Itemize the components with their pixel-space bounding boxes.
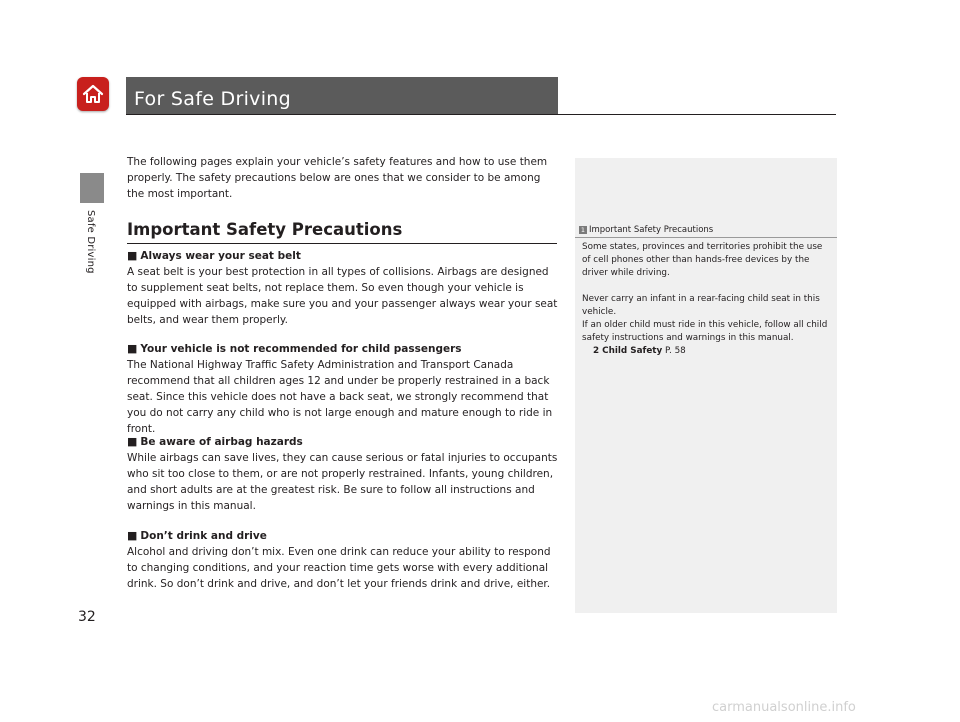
precaution-item-child-passengers (127, 341, 559, 437)
item-body: While airbags can save lives, they can cause serious or fatal injuries to occupants who sit too close to them, or are not properly restrained. Infants, young children, and short adults are at the greatest risk. Be sure to follow all instructions and warnings in this manual. (127, 452, 558, 512)
page-title-bar (126, 77, 558, 114)
item-heading: Always wear your seat belt (140, 250, 301, 262)
chapter-label: Safe Driving (85, 210, 96, 274)
watermark: carmanualsonline.info (712, 700, 856, 715)
sidebar-heading-text: Important Safety Precautions (589, 225, 714, 235)
precaution-item-seat-belt (127, 248, 559, 328)
square-bullet-icon: ■ (127, 529, 138, 542)
sidebar-body (582, 241, 832, 358)
precaution-item-airbag-hazards (127, 434, 559, 514)
cross-reference-label: Child Safety (602, 346, 663, 356)
section-divider (127, 243, 557, 244)
chapter-tab[interactable] (80, 173, 104, 203)
item-heading: Your vehicle is not recommended for child passengers (140, 343, 462, 355)
cross-reference-link[interactable] (582, 345, 832, 358)
home-button[interactable] (77, 77, 109, 111)
section-heading: Important Safety Precautions (127, 220, 403, 239)
note-marker-icon: 1 (580, 226, 586, 234)
item-body: The National Highway Traffic Safety Administration and Transport Canada recommend that all children ages 12 and under be properly restrained in a back seat. Since this vehicle does not have a back seat, we strongly recommend that you do not carry any child who is not large enough and mature enough to ride in front. (127, 359, 553, 435)
square-bullet-icon: ■ (127, 435, 138, 448)
precaution-item-drink-drive (127, 528, 559, 592)
intro-paragraph: The following pages explain your vehicle’s safety features and how to use them properly. The safety precautions below are ones that we consider to be among the most important. (127, 156, 548, 200)
sidebar-heading (579, 225, 713, 235)
cross-reference-page: P. 58 (665, 346, 686, 356)
item-heading: Don’t drink and drive (140, 530, 267, 542)
item-body: A seat belt is your best protection in all types of collisions. Airbags are designed to supplement seat belts, not replace them. So even though your vehicle is equipped with airbags, make sure you and your passenger always wear your seat belts, and wear them properly. (127, 266, 558, 326)
home-icon (81, 82, 105, 106)
item-heading: Be aware of airbag hazards (140, 436, 303, 448)
item-body: Alcohol and driving don’t mix. Even one drink can reduce your ability to respond to changing conditions, and your reaction time gets worse with every additional drink. So don’t drink and drive, and don’t let your friends drink and drive, either. (127, 546, 551, 590)
square-bullet-icon: ■ (127, 342, 138, 355)
sidebar-divider (575, 237, 837, 238)
page-number: 32 (78, 609, 96, 625)
sidebar-paragraph: If an older child must ride in this vehicle, follow all child safety instructions and warnings in this manual. (582, 320, 828, 343)
sidebar-paragraph: Never carry an infant in a rear-facing child seat in this vehicle. (582, 294, 820, 317)
square-bullet-icon: ■ (127, 249, 138, 262)
sidebar-note (575, 158, 837, 613)
sidebar-paragraph: Some states, provinces and territories prohibit the use of cell phones other than hands-free devices by the driver while driving. (582, 242, 823, 278)
title-divider (126, 114, 836, 115)
cross-reference-arrow-icon: 2 (593, 346, 600, 356)
page-title: For Safe Driving (134, 88, 291, 110)
